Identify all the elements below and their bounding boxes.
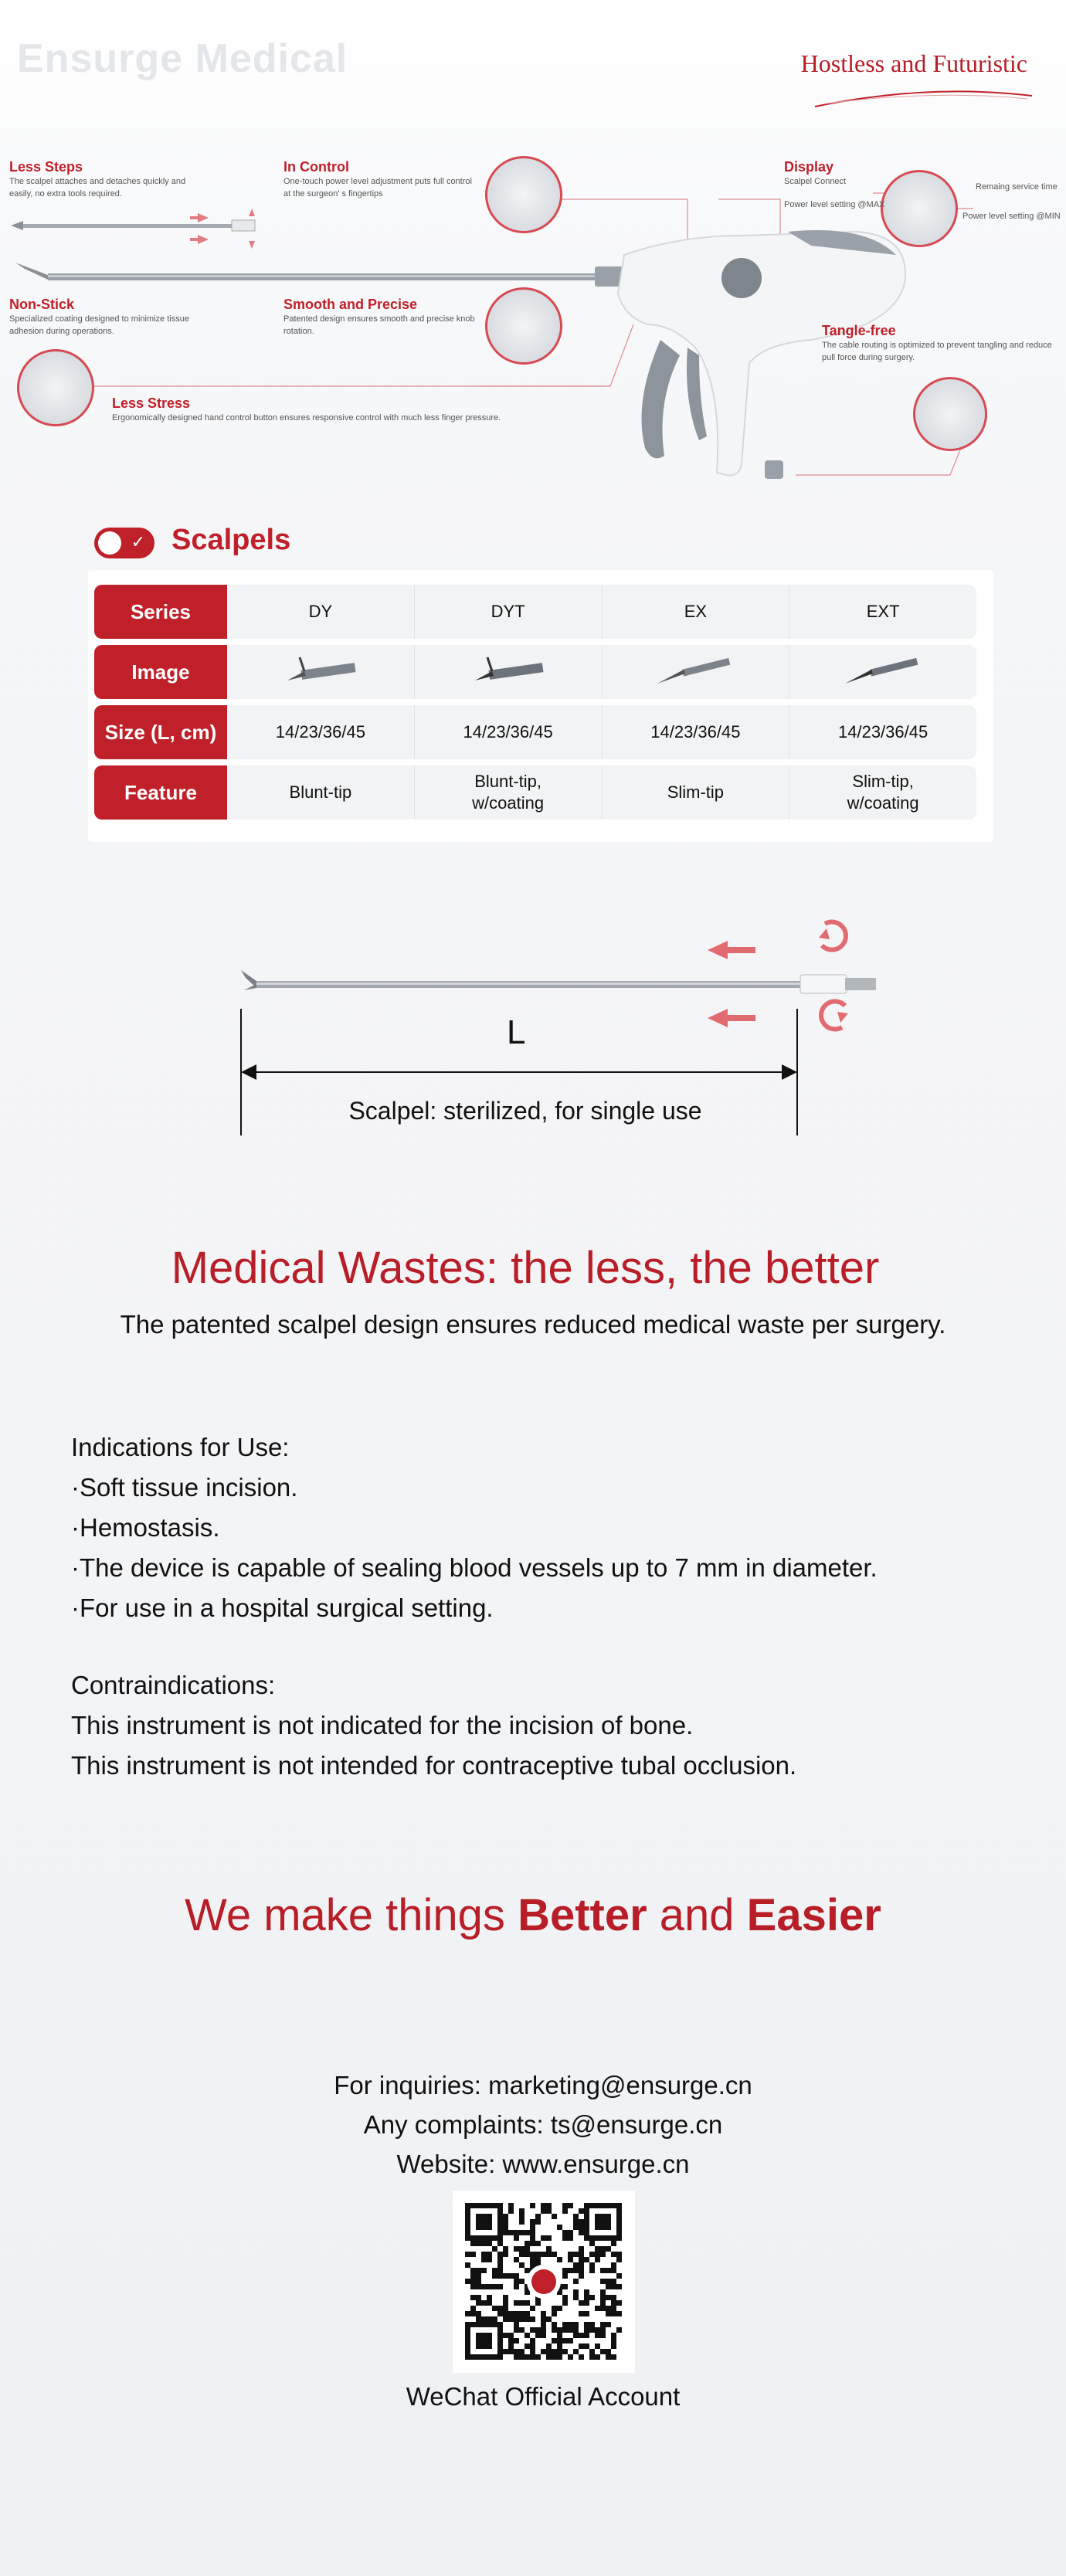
callout-rotation-image bbox=[485, 287, 562, 365]
list-item: ·For use in a hospital surgical setting. bbox=[71, 1593, 494, 1622]
waste-description: The patented scalpel design ensures reduced medical waste per surgery. bbox=[120, 1310, 946, 1339]
table-row-image bbox=[94, 645, 983, 699]
callout-display-image bbox=[881, 170, 958, 247]
row-header: Feature bbox=[94, 765, 227, 820]
feature-title: In Control bbox=[283, 159, 349, 175]
table-cell: DY bbox=[308, 602, 333, 621]
section-title-scalpels: Scalpels bbox=[171, 524, 291, 556]
table-row-size bbox=[94, 705, 983, 759]
table-cell: Blunt-tip, w/coating bbox=[414, 765, 602, 820]
scalpel-ext-image bbox=[789, 645, 976, 699]
toggle-icon: ✓ bbox=[94, 528, 154, 558]
brand-name: Ensurge Medical bbox=[17, 36, 348, 81]
inquiries-email[interactable]: For inquiries: marketing@ensurge.cn bbox=[334, 2071, 752, 2099]
length-label: L bbox=[507, 1013, 526, 1051]
feature-title: Less Steps bbox=[9, 159, 83, 175]
slogan-better: Better bbox=[518, 1890, 647, 1940]
feature-less-stress bbox=[112, 395, 545, 424]
row-header: Series bbox=[94, 585, 227, 639]
qr-code-icon bbox=[453, 2191, 635, 2373]
indications-section bbox=[71, 1427, 878, 1628]
callout-tip-image bbox=[17, 349, 94, 426]
tagline: Hostless and Futuristic bbox=[800, 49, 1027, 77]
feature-less-steps bbox=[9, 159, 202, 200]
table-cell: 14/23/36/45 bbox=[275, 722, 365, 742]
indications-title: Indications for Use: bbox=[71, 1433, 290, 1461]
display-scalpel-connect: Scalpel Connect bbox=[784, 177, 847, 186]
table-cell: Blunt-tip bbox=[289, 782, 352, 802]
table-cell: EX bbox=[602, 585, 789, 639]
wechat-qr-code bbox=[453, 2191, 635, 2373]
row-header: Size (L, cm) bbox=[94, 705, 227, 759]
table-cell: Slim-tip bbox=[602, 765, 789, 820]
feature-title: Smooth and Precise bbox=[283, 297, 418, 312]
slogan-part: We make things bbox=[185, 1890, 518, 1940]
display-power-max: Power level setting @MAX bbox=[784, 200, 885, 209]
diagram-caption: Scalpel: sterilized, for single use bbox=[348, 1097, 702, 1125]
table-row-feature bbox=[94, 765, 983, 820]
feature-desc: Patented design ensures smooth and precise knob rotation. bbox=[283, 314, 475, 336]
contraindications-title: Contraindications: bbox=[71, 1671, 276, 1699]
table-cell: 14/23/36/45 bbox=[414, 705, 602, 759]
waste-heading: Medical Wastes: the less, the better bbox=[171, 1243, 880, 1293]
complaints-email[interactable]: Any complaints: ts@ensurge.cn bbox=[363, 2110, 723, 2139]
table-cell: 14/23/36/45 bbox=[789, 705, 976, 759]
scalpel-dy-image bbox=[227, 645, 414, 699]
slogan-easier: Easier bbox=[746, 1890, 881, 1940]
feature-desc: Specialized coating designed to minimize tissue adhesion during operations. bbox=[9, 314, 189, 336]
slogan-part: and bbox=[647, 1890, 747, 1940]
table-cell: Slim-tip, w/coating bbox=[789, 765, 976, 820]
feature-title: Non-Stick bbox=[9, 297, 75, 312]
feature-non-stick bbox=[9, 297, 202, 338]
contraindications-section bbox=[71, 1665, 796, 1786]
feature-smooth-precise bbox=[283, 297, 477, 338]
feature-display bbox=[784, 159, 892, 211]
scalpel-ex-image bbox=[602, 645, 789, 699]
feature-desc: Ergonomically designed hand control button ensures responsive control with much less finger pressure. bbox=[112, 413, 501, 423]
slogan bbox=[0, 1889, 1066, 1941]
feature-title: Display bbox=[784, 159, 834, 175]
scalpel-dyt-image bbox=[414, 645, 602, 699]
feature-desc: The scalpel attaches and detaches quickly and easily, no extra tools required. bbox=[9, 177, 186, 199]
feature-in-control bbox=[283, 159, 477, 200]
table-cell: DYT bbox=[414, 585, 602, 639]
list-item: ·Soft tissue incision. bbox=[71, 1473, 298, 1502]
list-item: This instrument is not indicated for the incision of bone. bbox=[71, 1711, 694, 1739]
feature-tangle-free bbox=[822, 323, 1054, 364]
table-row-series bbox=[94, 585, 983, 639]
display-power-min: Power level setting @MIN bbox=[962, 212, 1061, 221]
row-header: Image bbox=[94, 645, 227, 699]
display-remaining-time: Remaing service time bbox=[976, 182, 1058, 192]
list-item: ·Hemostasis. bbox=[71, 1513, 220, 1542]
feature-desc: One-touch power level adjustment puts full control at the surgeon' s fingertips bbox=[283, 177, 472, 199]
feature-title: Less Stress bbox=[112, 395, 191, 411]
list-item: This instrument is not intended for contraceptive tubal occlusion. bbox=[71, 1751, 797, 1780]
table-cell: 14/23/36/45 bbox=[602, 705, 789, 759]
callout-knob-image bbox=[485, 156, 562, 233]
feature-desc: The cable routing is optimized to prevent tangling and reduce pull force during surgery. bbox=[822, 341, 1052, 362]
list-item: ·The device is capable of sealing blood vessels up to 7 mm in diameter. bbox=[71, 1553, 878, 1582]
table-cell: EXT bbox=[789, 585, 976, 639]
website-link[interactable]: Website: www.ensurge.cn bbox=[396, 2150, 690, 2178]
feature-title: Tangle-free bbox=[822, 323, 896, 338]
scalpels-table bbox=[88, 570, 993, 842]
contact-info bbox=[0, 2065, 1066, 2184]
callout-cable-image bbox=[913, 377, 987, 451]
wechat-label: WeChat Official Account bbox=[406, 2382, 681, 2411]
